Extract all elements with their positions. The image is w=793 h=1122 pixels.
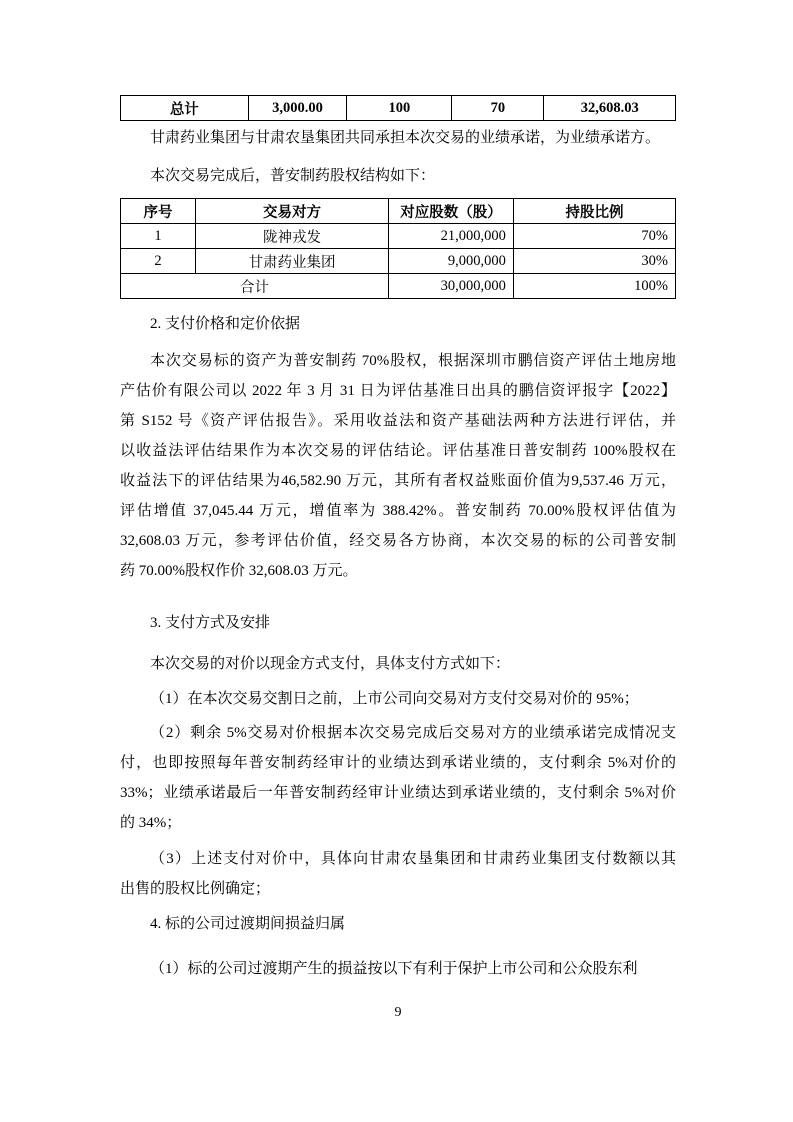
- body-line: 的 34%；: [120, 815, 182, 831]
- column-header: 序号: [121, 199, 196, 224]
- page-content: [120, 0, 676, 1028]
- section-2-heading: 2. 支付价格和定价依据: [150, 316, 301, 332]
- table-row: [121, 249, 676, 274]
- table-header-row: [121, 199, 676, 224]
- body-line: 付，也即按照每年普安制药经审计的业绩达到承诺业绩的，支付剩余 5%对价的: [120, 755, 676, 771]
- payment-item-3: [120, 844, 676, 904]
- body-line: 评估增值 37,045.44 万元，增值率为 388.42%。普安制药 70.00%股权评估值为: [120, 503, 676, 519]
- shares-cell: 9,000,000: [389, 249, 514, 274]
- row-number-cell: 2: [121, 249, 196, 274]
- payment-item-2: [120, 718, 676, 838]
- section-3-intro: 本次交易的对价以现金方式支付，具体支付方式如下：: [150, 656, 511, 672]
- row-number-cell: 1: [121, 224, 196, 249]
- table-total-row: [121, 274, 676, 299]
- section-2-body: [120, 346, 676, 586]
- body-line: 第 S152 号《资产评估报告》。采用收益法和资产基础法两种方法进行评估，并: [120, 413, 676, 429]
- paragraph-performance-commitment: 甘肃药业集团与甘肃农垦集团共同承担本次交易的业绩承诺，为业绩承诺方。: [150, 130, 661, 146]
- column-header: 持股比例: [513, 199, 675, 224]
- total-value-cell: 3,000.00: [248, 96, 347, 121]
- party-cell: 陇神戎发: [195, 224, 388, 249]
- total-value-cell: 32,608.03: [544, 96, 676, 121]
- column-header: 对应股数（股）: [389, 199, 514, 224]
- shares-cell: 21,000,000: [389, 224, 514, 249]
- body-line: 本次交易标的资产为普安制药 70%股权，根据深圳市鹏信资产评估土地房地: [150, 353, 676, 369]
- party-cell: 甘肃药业集团: [195, 249, 388, 274]
- section-4-heading: 4. 标的公司过渡期间损益归属: [150, 916, 346, 932]
- table-row: [121, 224, 676, 249]
- total-value-cell: 70: [452, 96, 544, 121]
- transition-item-1: （1）标的公司过渡期产生的损益按以下有利于保护上市公司和公众股东利: [150, 961, 638, 977]
- total-value-cell: 100: [347, 96, 452, 121]
- equity-structure-table: [120, 198, 676, 299]
- column-header: 交易对方: [195, 199, 388, 224]
- total-label-cell: 总计: [121, 96, 249, 121]
- section-3-heading: 3. 支付方式及安排: [150, 615, 271, 631]
- body-line: （3）上述支付对价中，具体向甘肃农垦集团和甘肃药业集团支付数额以其: [150, 851, 676, 867]
- ratio-cell: 30%: [513, 249, 675, 274]
- body-line: 以收益法评估结果作为本次交易的评估结论。评估基准日普安制药 100%股权在: [120, 443, 676, 459]
- body-line: 出售的股权比例确定；: [120, 881, 271, 897]
- ratio-cell: 70%: [513, 224, 675, 249]
- body-line: 药 70.00%股权作价 32,608.03 万元。: [120, 563, 358, 579]
- table-row: [121, 96, 676, 121]
- page-number: 9: [394, 1005, 402, 1020]
- payment-item-1: （1）在本次交易交割日之前，上市公司向交易对方支付交易对价的 95%；: [150, 691, 639, 707]
- total-ratio-cell: 100%: [513, 274, 675, 299]
- body-line: 产估价有限公司以 2022 年 3 月 31 日为评估基准日出具的鹏信资评报字【2022】: [120, 383, 676, 399]
- paragraph-equity-structure-intro: 本次交易完成后，普安制药股权结构如下：: [150, 168, 436, 184]
- body-line: （2）剩余 5%交易对价根据本次交易完成后交易对方的业绩承诺完成情况支: [150, 725, 676, 741]
- total-label-cell: 合计: [121, 274, 389, 299]
- summary-total-table: [120, 95, 676, 121]
- body-line: 32,608.03 万元，参考评估价值，经交易各方协商，本次交易的标的公司普安制: [120, 533, 676, 549]
- body-line: 收益法下的评估结果为46,582.90 万元，其所有者权益账面价值为9,537.46 万元，: [120, 473, 676, 489]
- total-shares-cell: 30,000,000: [389, 274, 514, 299]
- body-line: 33%；业绩承诺最后一年普安制药经审计业绩达到承诺业绩的，支付剩余 5%对价: [120, 785, 676, 801]
